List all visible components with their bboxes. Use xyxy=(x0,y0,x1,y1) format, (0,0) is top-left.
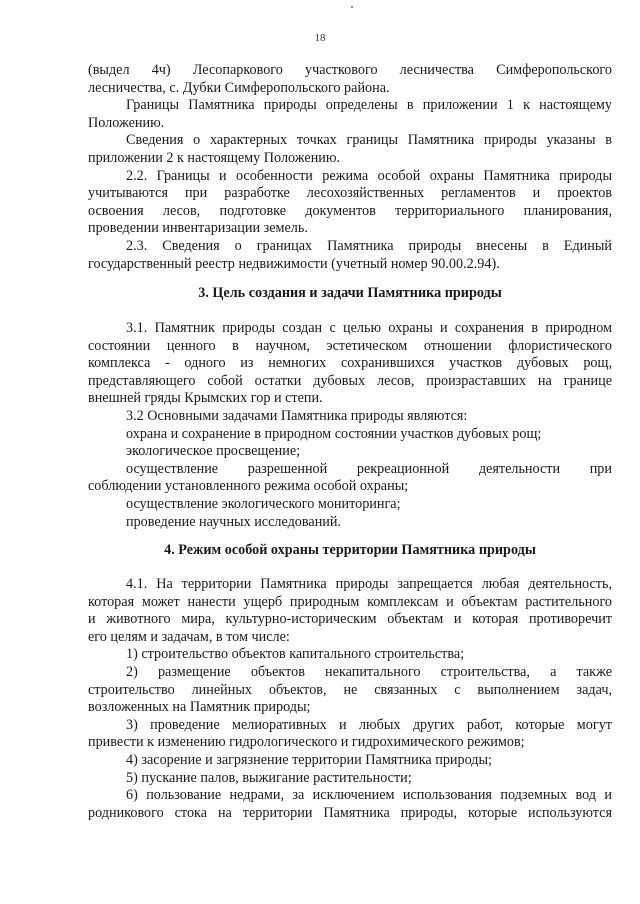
text-line: 3.1. Памятник природы создан с целью охраны и сохранения в природном xyxy=(126,320,612,336)
text-line: 4) засорение и загрязнение территории Памятника природы; xyxy=(126,751,492,768)
text-line: осуществление экологического мониторинга; xyxy=(126,495,401,512)
text-line: лесничества, с. Дубки Симферопольского района. xyxy=(88,79,390,96)
text-line: внешней гряды Крымских гор и степи. xyxy=(88,390,323,407)
text-line: возложенных на Памятник природы; xyxy=(88,699,311,716)
text-line: соблюдении установленного режима особой охраны; xyxy=(88,478,409,495)
text-line: родникового стока на территории Памятника природы, которые используются xyxy=(88,804,612,821)
text-line: состоянии ценного в научном, эстетическом отношении флористического xyxy=(88,337,612,354)
text-line: комплекса - одного из немногих сохранившихся участков дубовых рощ, xyxy=(88,355,612,372)
text-line: учитываются при разработке лесохозяйственных регламентов и проектов xyxy=(88,185,612,202)
text-line: 5) пускание палов, выжигание растительности; xyxy=(126,769,412,786)
text-line: (выдел 4ч) Лесопаркового участкового лесничества Симферопольского xyxy=(88,62,612,78)
text-line: 2.2. Границы и особенности режима особой охраны Памятника природы xyxy=(126,167,612,184)
text-line: 1) строительство объектов капитального строительства; xyxy=(126,646,465,663)
text-line: представляющего собой остатки дубовых лесов, произраставших на границе xyxy=(88,372,612,389)
text-line: 3) проведение мелиоративных и любых других работ, которые могут xyxy=(126,716,612,733)
text-line: Сведения о характерных точках границы Памятника природы указаны в xyxy=(126,132,612,149)
text-line: его целям и задачам, в том числе: xyxy=(88,628,290,645)
text-line: 6) пользование недрами, за исключением использования подземных вод и xyxy=(126,787,612,804)
text-line: строительство линейных объектов, не связанных с выполнением задач, xyxy=(88,681,612,698)
text-line: Положению. xyxy=(88,114,165,131)
text-line: проведение научных исследований. xyxy=(126,513,342,530)
text-line: проведении инвентаризации земель. xyxy=(88,220,308,237)
section-4-body xyxy=(88,576,612,822)
section-2-continuation xyxy=(88,62,612,273)
text-line: экологическое просвещение; xyxy=(126,443,301,460)
scan-speck xyxy=(351,6,353,8)
section-4-heading: 4. Режим особой охраны территории Памятника природы xyxy=(164,542,536,558)
text-line: приложении 2 к настоящему Положению. xyxy=(88,149,341,166)
text-line: Границы Памятника природы определены в приложении 1 к настоящему xyxy=(126,97,612,114)
text-line: освоения лесов, подготовке документов территориального планирования, xyxy=(88,202,612,219)
text-line: 4.1. На территории Памятника природы запрещается любая деятельность, xyxy=(126,576,612,592)
text-line: 3.2 Основными задачами Памятника природы являются: xyxy=(126,407,468,424)
text-line: 2.3. Сведения о границах Памятника природы внесены в Единый xyxy=(126,237,612,254)
text-line: и животного мира, культурно-историческим объектам и которая противоречит xyxy=(88,611,612,628)
text-line: осуществление разрешенной рекреационной деятельности при xyxy=(126,460,612,477)
text-line: 2) размещение объектов некапитального строительства, а также xyxy=(126,663,612,680)
section-3-heading: 3. Цель создания и задачи Памятника природы xyxy=(198,285,502,301)
text-line: государственный реестр недвижимости (учетный номер 90.00.2.94). xyxy=(88,255,500,272)
text-line: охрана и сохранение в природном состоянии участков дубовых рощ; xyxy=(126,425,542,442)
text-line: привести к изменению гидрологического и гидрохимического режимов; xyxy=(88,734,525,751)
section-3-body xyxy=(88,320,612,531)
page-number: 18 xyxy=(314,32,326,44)
text-line: которая может нанести ущерб природным комплексам и объектам растительного xyxy=(88,593,612,610)
